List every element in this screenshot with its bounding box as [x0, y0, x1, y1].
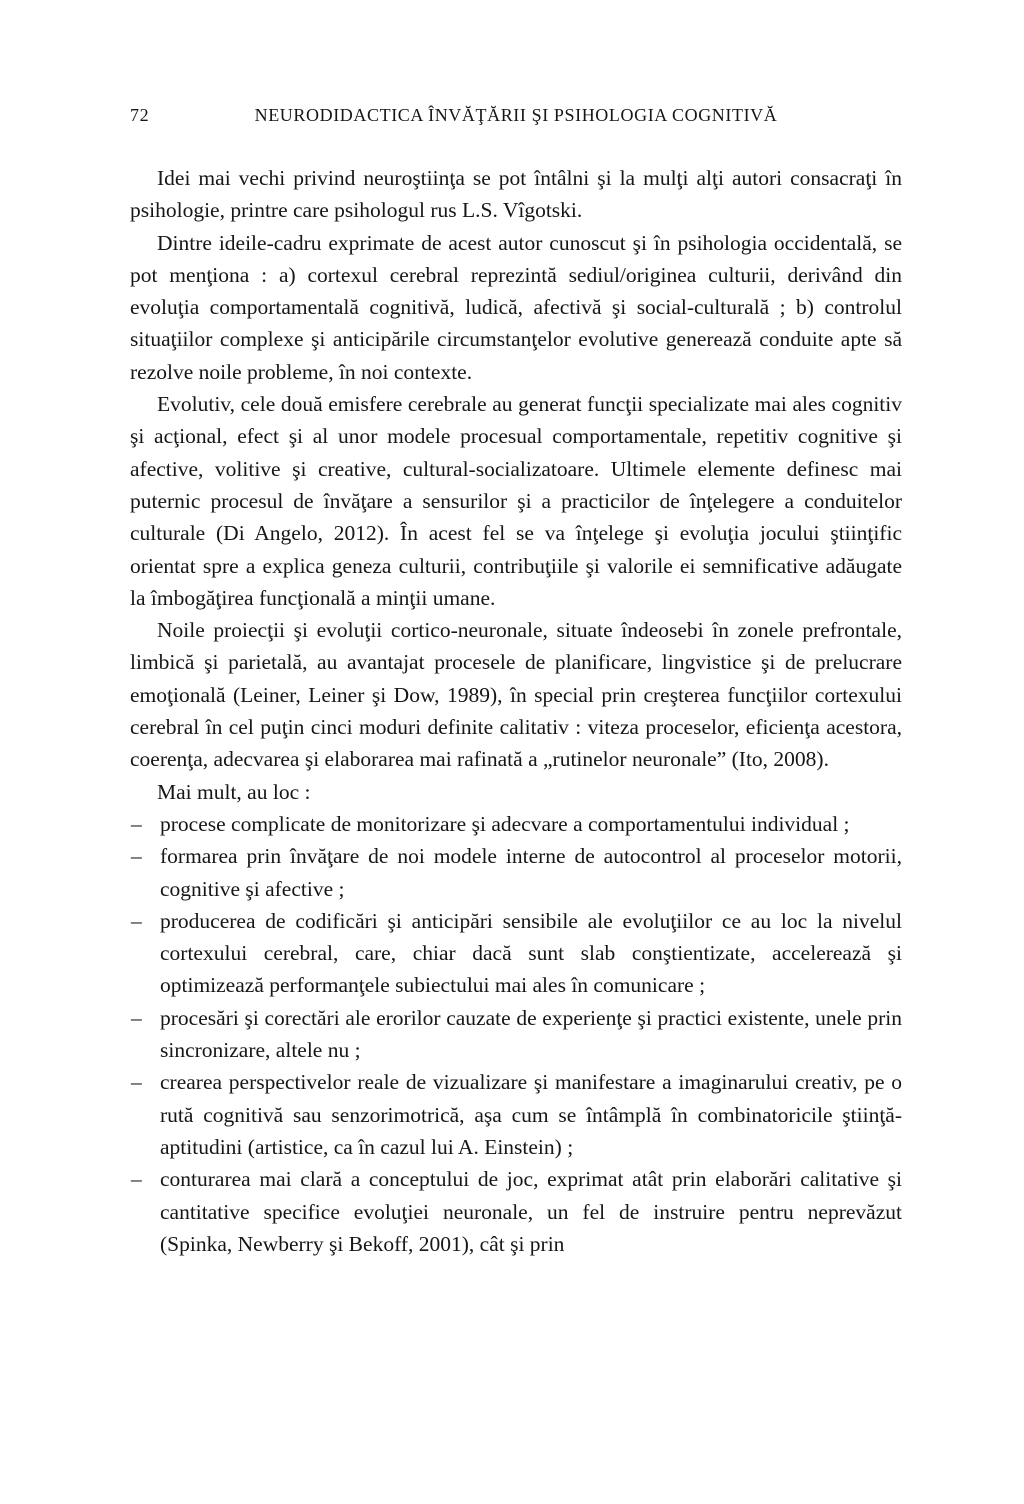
paragraph: Mai mult, au loc :	[157, 779, 311, 804]
list-item	[130, 1002, 902, 1067]
list-item	[130, 905, 902, 1002]
dash-marker: –	[131, 811, 142, 836]
list-item-text: crearea perspectivelor reale de vizualizare şi manifestare a imaginarului creativ, pe o rută cognitivă sau senzorimotrică, aşa cum se întâmplă în combinatoricile ştiinţă-aptitudini (artistice, ca în cazul lui A. Einstein) ;	[160, 1070, 902, 1159]
dash-marker: –	[131, 1005, 142, 1030]
list-item	[130, 808, 902, 840]
list-item	[130, 1163, 902, 1260]
running-header	[130, 104, 902, 126]
list-item	[130, 840, 902, 905]
paragraph: Noile proiecţii şi evoluţii cortico-neuronale, situate îndeosebi în zonele prefrontale, limbică şi parietală, au avantajat procesele de planificare, lingvistice şi de prelucrare emoţională (Leiner, Leiner şi Dow, 1989), în special prin creşterea funcţiilor cortexului cerebral în cel puţin cinci moduri definite calitativ : viteza proceselor, eficienţa acestora, coerenţa, adecvarea şi elaborarea mai rafinată a „rutinelor neuronale” (Ito, 2008).	[130, 618, 902, 772]
list-item-text: formarea prin învăţare de noi modele interne de autocontrol al proceselor motorii, cognitive şi afective ;	[160, 844, 902, 901]
body-text	[130, 162, 902, 1260]
dash-marker: –	[131, 844, 142, 869]
list-item-text: conturarea mai clară a conceptului de joc, exprimat atât prin elaborări calitative şi cantitative specifice evoluţiei neuronale, un fel de instruire pentru neprevăzut (Spinka, Newberry şi Bekoff, 2001), cât şi prin	[160, 1167, 902, 1256]
list-item-text: procesări şi corectări ale erorilor cauzate de experienţe şi practici existente, unele prin sincronizare, altele nu ;	[160, 1005, 902, 1063]
chapter-title: NEURODIDACTICA ÎNVĂŢĂRII ŞI PSIHOLOGIA COGNITIVĂ	[254, 105, 778, 125]
page-number: 72	[130, 105, 150, 125]
list-item-text: procese complicate de monitorizare şi adecvare a comportamentului individual ;	[160, 811, 850, 836]
paragraph: Evolutiv, cele două emisfere cerebrale au generat funcţii specializate mai ales cognitiv şi acţional, efect şi al unor modele procesual comportamentale, repetitiv cognitive şi afective, volitive şi creative, cultural-socializatoare. Ultimele elemente definesc mai puternic procesul de învăţare a sensurilor şi a practicilor de înţelegere a conduitelor culturale (Di Angelo, 2012). În acest fel se va înţelege şi evoluţia jocului ştiinţific orientat spre a explica geneza culturii, contribuţiile şi valorile ei semnificative adăugate la îmbogăţirea funcţională a minţii umane.	[130, 392, 902, 610]
dash-list	[130, 808, 902, 1260]
page-content	[130, 104, 902, 1260]
dash-marker: –	[131, 908, 142, 933]
paragraph: Idei mai vechi privind neuroştiinţa se pot întâlni şi la mulţi alţi autori consacraţi în psihologie, printre care psihologul rus L.S. Vîgotski.	[130, 166, 902, 223]
dash-marker: –	[131, 1167, 142, 1192]
dash-marker: –	[131, 1070, 142, 1095]
paragraph: Dintre ideile-cadru exprimate de acest autor cunoscut şi în psihologia occidentală, se pot menţiona : a) cortexul cerebral reprezintă sediul/originea culturii, derivând din evoluţia comportamentală cognitivă, ludică, afectivă şi social-culturală ; b) controlul situaţiilor complexe şi anticipările circumstanţelor evolutive generează conduite apte să rezolve noile probleme, în noi contexte.	[130, 230, 902, 384]
list-item-text: producerea de codificări şi anticipări sensibile ale evoluţiilor ce au loc la nivelul cortexului cerebral, care, chiar dacă sunt slab conştientizate, accelerează şi optimizează performanţele subiectului mai ales în comunicare ;	[160, 908, 902, 998]
list-item	[130, 1066, 902, 1163]
